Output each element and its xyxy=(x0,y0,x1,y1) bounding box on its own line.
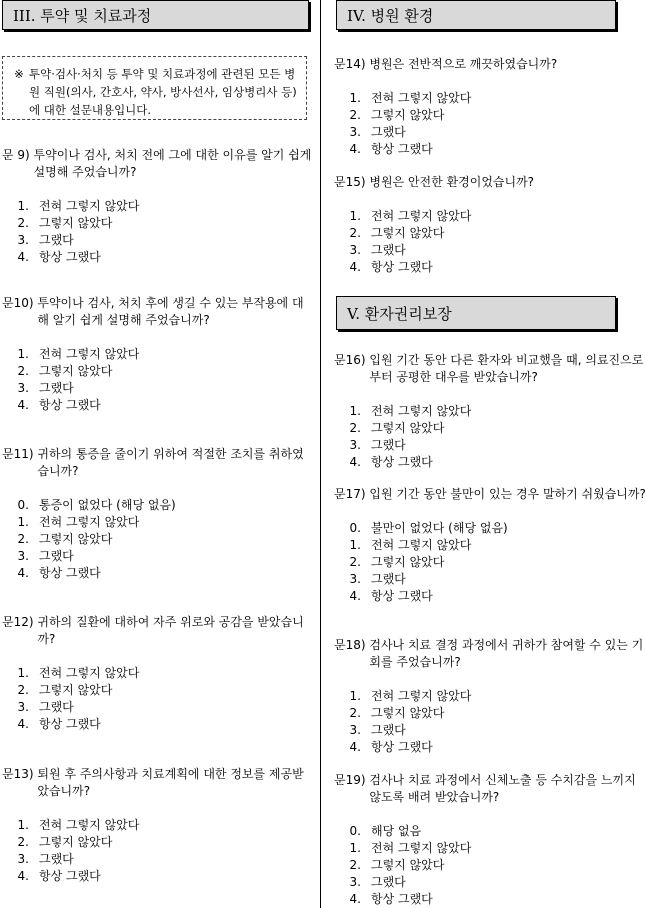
question-19 xyxy=(334,772,646,908)
answer-option[interactable] xyxy=(334,891,646,908)
option-label: 전혀 그렇지 않았다 xyxy=(371,209,472,223)
option-number: 3. xyxy=(17,233,29,247)
option-number: 4. xyxy=(17,869,29,883)
option-label: 그랬다 xyxy=(371,243,406,257)
option-label: 항상 그랬다 xyxy=(371,892,433,906)
answer-options xyxy=(334,823,646,908)
option-label: 전혀 그렇지 않았다 xyxy=(371,538,472,552)
answer-option[interactable] xyxy=(2,346,314,363)
option-number: 2. xyxy=(349,421,361,435)
option-number: 3. xyxy=(349,438,361,452)
answer-option[interactable] xyxy=(334,874,646,891)
option-number: 3. xyxy=(349,723,361,737)
answer-option[interactable] xyxy=(334,403,646,420)
option-number: 1. xyxy=(17,515,29,529)
answer-option[interactable] xyxy=(334,705,646,722)
answer-option[interactable] xyxy=(2,514,314,531)
option-number: 2. xyxy=(349,555,361,569)
question-number: 문18) xyxy=(334,638,370,652)
option-label: 그렇지 않았다 xyxy=(39,835,113,849)
option-label: 그랬다 xyxy=(371,723,406,737)
answer-option[interactable] xyxy=(2,497,314,514)
answer-options xyxy=(334,90,646,158)
question-11 xyxy=(2,446,314,582)
option-label: 전혀 그렇지 않았다 xyxy=(371,841,472,855)
question-head xyxy=(334,486,646,503)
answer-option[interactable] xyxy=(2,363,314,380)
question-text: 퇴원 후 주의사항과 치료계획에 대한 정보를 제공받았습니까? xyxy=(37,767,304,798)
question-head xyxy=(334,56,646,73)
question-head xyxy=(2,147,314,181)
option-number: 3. xyxy=(349,572,361,586)
option-label: 그렇지 않았다 xyxy=(371,108,445,122)
option-label: 그랬다 xyxy=(371,438,406,452)
answer-option[interactable] xyxy=(2,868,314,885)
question-head xyxy=(334,174,646,191)
answer-option[interactable] xyxy=(2,380,314,397)
option-number: 3. xyxy=(349,243,361,257)
option-number: 2. xyxy=(17,364,29,378)
question-head xyxy=(2,614,314,648)
option-label: 그랬다 xyxy=(39,549,74,563)
option-number: 4. xyxy=(17,398,29,412)
question-13 xyxy=(2,766,314,885)
question-head xyxy=(334,772,646,806)
option-number: 1. xyxy=(17,347,29,361)
option-label: 그렇지 않았다 xyxy=(371,226,445,240)
answer-options xyxy=(334,403,646,471)
option-label: 항상 그랬다 xyxy=(39,869,101,883)
option-label: 그렇지 않았다 xyxy=(371,555,445,569)
question-text: 검사나 치료 과정에서 신체노출 등 수치감을 느끼지 않도록 배려 받았습니까? xyxy=(369,773,636,804)
option-number: 3. xyxy=(17,852,29,866)
answer-option[interactable] xyxy=(2,249,314,266)
question-number: 문13) xyxy=(2,767,38,781)
option-label: 그랬다 xyxy=(39,381,74,395)
answer-option[interactable] xyxy=(2,817,314,834)
answer-option[interactable] xyxy=(334,722,646,739)
question-text: 귀하의 질환에 대하여 자주 위로와 공감을 받았습니까? xyxy=(37,615,304,646)
option-label: 그렇지 않았다 xyxy=(371,858,445,872)
answer-option[interactable] xyxy=(2,665,314,682)
option-number: 4. xyxy=(349,260,361,274)
answer-option[interactable] xyxy=(334,840,646,857)
question-number: 문19) xyxy=(334,773,370,787)
option-label: 항상 그랬다 xyxy=(371,142,433,156)
answer-option[interactable] xyxy=(334,420,646,437)
answer-option[interactable] xyxy=(2,232,314,249)
option-number: 4. xyxy=(349,455,361,469)
question-text: 병원은 전반적으로 깨끗하였습니까? xyxy=(369,57,558,71)
option-label: 항상 그랬다 xyxy=(39,250,101,264)
option-label: 그랬다 xyxy=(39,233,74,247)
option-number: 2. xyxy=(349,226,361,240)
answer-option[interactable] xyxy=(2,716,314,733)
option-label: 전혀 그렇지 않았다 xyxy=(371,91,472,105)
answer-option[interactable] xyxy=(2,834,314,851)
option-label: 불만이 없었다 (해당 없음) xyxy=(371,521,508,535)
option-label: 전혀 그렇지 않았다 xyxy=(39,347,140,361)
option-label: 전혀 그렇지 않았다 xyxy=(371,689,472,703)
question-17 xyxy=(334,486,646,605)
question-head xyxy=(2,766,314,800)
option-label: 그랬다 xyxy=(39,852,74,866)
option-number: 2. xyxy=(349,108,361,122)
question-9 xyxy=(2,147,314,266)
option-number: 3. xyxy=(17,381,29,395)
question-number: 문17) xyxy=(334,487,370,501)
option-number: 2. xyxy=(349,858,361,872)
question-head xyxy=(2,295,314,329)
question-12 xyxy=(2,614,314,733)
question-number: 문11) xyxy=(2,447,38,461)
option-label: 그랬다 xyxy=(371,125,406,139)
question-number: 문14) xyxy=(334,57,370,71)
answer-option[interactable] xyxy=(334,225,646,242)
answer-option[interactable] xyxy=(334,739,646,756)
option-number: 1. xyxy=(17,199,29,213)
column-divider xyxy=(320,0,321,908)
option-label: 그렇지 않았다 xyxy=(371,706,445,720)
option-label: 전혀 그렇지 않았다 xyxy=(39,199,140,213)
option-number: 2. xyxy=(17,216,29,230)
option-label: 전혀 그렇지 않았다 xyxy=(39,515,140,529)
notice-box xyxy=(2,56,307,120)
answer-option[interactable] xyxy=(2,851,314,868)
option-number: 4. xyxy=(349,142,361,156)
answer-option[interactable] xyxy=(2,565,314,582)
question-10 xyxy=(2,295,314,414)
answer-option[interactable] xyxy=(334,857,646,874)
answer-options xyxy=(2,198,314,266)
question-head xyxy=(334,637,646,671)
option-number: 1. xyxy=(349,689,361,703)
option-number: 3. xyxy=(349,875,361,889)
question-text: 투약이나 검사, 처치 전에 그에 대한 이유를 알기 쉽게 설명해 주었습니까? xyxy=(33,148,312,179)
answer-option[interactable] xyxy=(334,124,646,141)
question-head xyxy=(334,352,646,386)
option-number: 1. xyxy=(349,404,361,418)
option-label: 항상 그랬다 xyxy=(371,589,433,603)
question-text: 귀하의 통증을 줄이기 위하여 적절한 조치를 취하였습니까? xyxy=(37,447,304,478)
answer-option[interactable] xyxy=(2,682,314,699)
question-text: 투약이나 검사, 처치 후에 생길 수 있는 부작용에 대해 알기 쉽게 설명해 주었습니까? xyxy=(37,296,304,327)
option-number: 4. xyxy=(349,892,361,906)
option-label: 항상 그랬다 xyxy=(371,455,433,469)
option-number: 4. xyxy=(17,250,29,264)
option-label: 전혀 그렇지 않았다 xyxy=(39,666,140,680)
section-header-3: III. 투약 및 치료과정 xyxy=(2,0,309,30)
answer-options xyxy=(334,208,646,276)
option-number: 4. xyxy=(17,566,29,580)
option-number: 1. xyxy=(17,666,29,680)
answer-option[interactable] xyxy=(334,141,646,158)
answer-option[interactable] xyxy=(2,699,314,716)
option-number: 4. xyxy=(17,717,29,731)
option-label: 항상 그랬다 xyxy=(371,740,433,754)
answer-option[interactable] xyxy=(334,571,646,588)
answer-option[interactable] xyxy=(334,520,646,537)
answer-option[interactable] xyxy=(334,107,646,124)
option-label: 항상 그랬다 xyxy=(371,260,433,274)
answer-options xyxy=(334,688,646,756)
question-text: 입원 기간 동안 불만이 있는 경우 말하기 쉬웠습니까? xyxy=(369,487,646,501)
question-number: 문 9) xyxy=(2,148,34,162)
notice-text: 투약·검사·처치 등 투약 및 치료과정에 관련된 모든 병원 직원(의사, 간호사, 약사, 방사선사, 임상병리사 등) 에 대한 설문내용입니다. xyxy=(29,67,297,117)
option-label: 항상 그랬다 xyxy=(39,717,101,731)
answer-option[interactable] xyxy=(2,531,314,548)
answer-option[interactable] xyxy=(334,208,646,225)
answer-option[interactable] xyxy=(334,437,646,454)
option-number: 0. xyxy=(349,521,361,535)
section-header-5: V. 환자권리보장 xyxy=(336,296,616,330)
section-header-4: IV. 병원 환경 xyxy=(336,0,616,30)
answer-options xyxy=(334,520,646,605)
answer-options xyxy=(2,817,314,885)
option-number: 3. xyxy=(17,700,29,714)
notice-mark: ※ xyxy=(14,67,24,81)
option-number: 3. xyxy=(349,125,361,139)
question-text: 검사나 치료 결정 과정에서 귀하가 참여할 수 있는 기회를 주었습니까? xyxy=(369,638,644,669)
answer-option[interactable] xyxy=(2,548,314,565)
answer-option[interactable] xyxy=(2,198,314,215)
answer-options xyxy=(2,346,314,414)
option-label: 그렇지 않았다 xyxy=(39,216,113,230)
option-label: 그랬다 xyxy=(371,875,406,889)
option-label: 그랬다 xyxy=(39,700,74,714)
option-label: 전혀 그렇지 않았다 xyxy=(371,404,472,418)
question-15 xyxy=(334,174,646,276)
option-label: 전혀 그렇지 않았다 xyxy=(39,818,140,832)
answer-option[interactable] xyxy=(334,588,646,605)
answer-option[interactable] xyxy=(334,688,646,705)
answer-option[interactable] xyxy=(334,823,646,840)
option-number: 4. xyxy=(349,589,361,603)
question-16 xyxy=(334,352,646,471)
option-label: 항상 그랬다 xyxy=(39,566,101,580)
question-text: 병원은 안전한 환경이었습니까? xyxy=(369,175,535,189)
option-label: 항상 그랬다 xyxy=(39,398,101,412)
option-label: 그렇지 않았다 xyxy=(39,364,113,378)
question-text: 입원 기간 동안 다른 환자와 비교했을 때, 의료진으로부터 공평한 대우를 받았습니까? xyxy=(369,353,644,384)
question-number: 문16) xyxy=(334,353,370,367)
answer-option[interactable] xyxy=(334,554,646,571)
option-label: 그렇지 않았다 xyxy=(39,532,113,546)
answer-option[interactable] xyxy=(334,259,646,276)
question-number: 문12) xyxy=(2,615,38,629)
option-label: 통증이 없었다 (해당 없음) xyxy=(39,498,176,512)
option-number: 0. xyxy=(17,498,29,512)
question-number: 문15) xyxy=(334,175,370,189)
answer-option[interactable] xyxy=(334,537,646,554)
answer-option[interactable] xyxy=(334,242,646,259)
answer-option[interactable] xyxy=(334,90,646,107)
option-number: 3. xyxy=(17,549,29,563)
option-label: 그랬다 xyxy=(371,572,406,586)
question-18 xyxy=(334,637,646,756)
option-number: 2. xyxy=(17,532,29,546)
question-head xyxy=(2,446,314,480)
option-number: 1. xyxy=(349,841,361,855)
option-label: 그렇지 않았다 xyxy=(39,683,113,697)
answer-option[interactable] xyxy=(334,454,646,471)
option-number: 1. xyxy=(349,538,361,552)
option-number: 1. xyxy=(349,91,361,105)
answer-options xyxy=(2,665,314,733)
answer-option[interactable] xyxy=(2,397,314,414)
option-number: 2. xyxy=(17,683,29,697)
question-14 xyxy=(334,56,646,158)
option-label: 해당 없음 xyxy=(371,824,422,838)
option-number: 0. xyxy=(349,824,361,838)
option-number: 1. xyxy=(349,209,361,223)
option-number: 1. xyxy=(17,818,29,832)
option-label: 그렇지 않았다 xyxy=(371,421,445,435)
option-number: 4. xyxy=(349,740,361,754)
option-number: 2. xyxy=(17,835,29,849)
question-number: 문10) xyxy=(2,296,38,310)
answer-option[interactable] xyxy=(2,215,314,232)
answer-options xyxy=(2,497,314,582)
option-number: 2. xyxy=(349,706,361,720)
